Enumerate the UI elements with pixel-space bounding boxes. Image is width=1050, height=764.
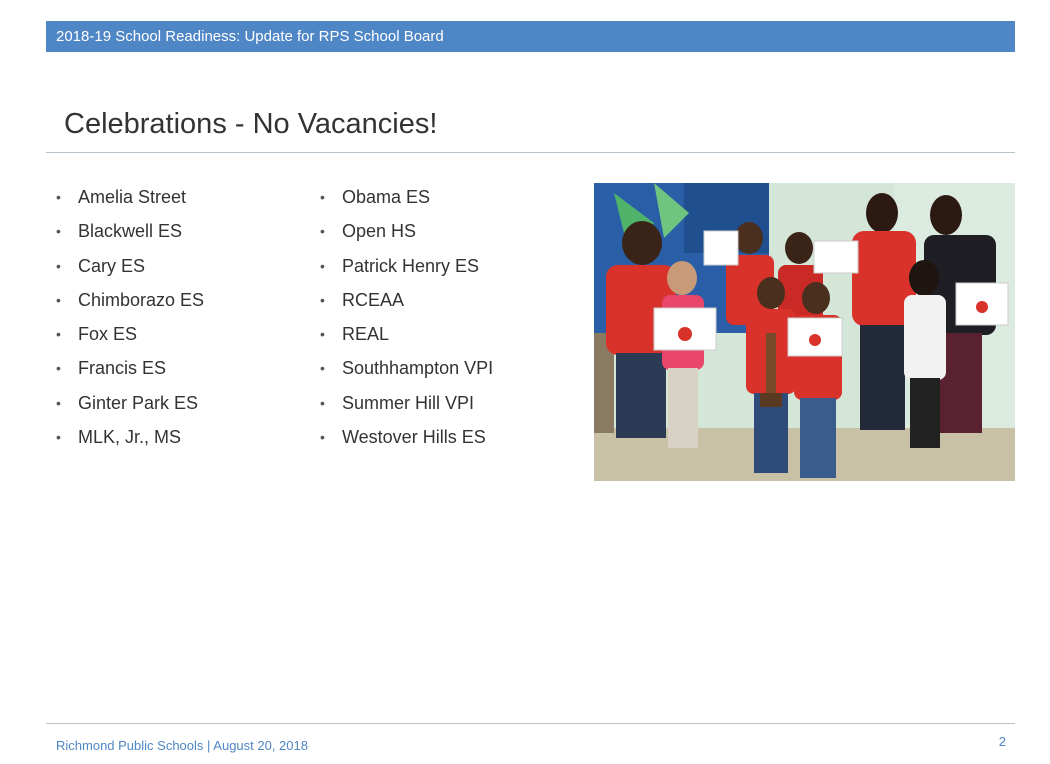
- bullet-icon: •: [56, 394, 61, 411]
- bullet-icon: •: [320, 360, 325, 377]
- title-divider: [46, 152, 1015, 153]
- list-item-label: Obama ES: [342, 187, 431, 207]
- list-item-label: Fox ES: [78, 324, 138, 345]
- list-item-label: RCEAA: [342, 289, 405, 310]
- list-item: [320, 180, 580, 214]
- list-item: [56, 317, 306, 351]
- list-item: [56, 420, 306, 454]
- bullet-icon: •: [320, 189, 325, 205]
- list-item: [320, 317, 580, 351]
- bullet-icon: •: [320, 326, 325, 343]
- list-item-label: Southhampton VPI: [342, 358, 494, 379]
- list-item: [56, 283, 306, 317]
- list-item-label: Open HS: [342, 221, 417, 242]
- list-item-label: Cary ES: [78, 255, 146, 276]
- bullet-icon: •: [56, 360, 61, 377]
- list-item: [320, 420, 580, 454]
- footer-divider: [46, 723, 1015, 724]
- bullet-icon: •: [320, 257, 325, 274]
- school-list-right: [320, 180, 580, 454]
- list-item-label: REAL: [342, 324, 390, 345]
- group-photo: [594, 183, 1015, 481]
- slide-title: Celebrations - No Vacancies!: [64, 108, 438, 140]
- bullet-icon: •: [56, 189, 61, 205]
- bullet-icon: •: [320, 223, 325, 240]
- header-bar: 2018-19 School Readiness: Update for RPS School Board: [46, 21, 1015, 52]
- bullet-icon: •: [320, 394, 325, 411]
- list-item: [320, 214, 580, 248]
- list-item: [320, 386, 580, 420]
- list-item: [56, 386, 306, 420]
- list-item-label: Patrick Henry ES: [342, 255, 480, 276]
- list-item-label: Ginter Park ES: [78, 392, 199, 413]
- list-item-label: Francis ES: [78, 358, 167, 379]
- list-item: [56, 214, 306, 248]
- list-item-label: Amelia Street: [78, 187, 187, 207]
- bullet-icon: •: [320, 429, 325, 446]
- list-item-label: Westover Hills ES: [342, 427, 486, 448]
- list-item: [320, 283, 580, 317]
- bullet-icon: •: [56, 326, 61, 343]
- list-item-label: MLK, Jr., MS: [78, 427, 182, 448]
- list-item-label: Chimborazo ES: [78, 289, 205, 310]
- school-list-left: [56, 180, 306, 454]
- list-item: [56, 249, 306, 283]
- footer-organization-date: Richmond Public Schools | August 20, 2018: [56, 738, 308, 753]
- bullet-icon: •: [56, 257, 61, 274]
- page-number: 2: [998, 734, 1006, 749]
- list-item-label: Summer Hill VPI: [342, 392, 475, 413]
- bullet-icon: •: [320, 291, 325, 308]
- list-item: [320, 249, 580, 283]
- bullet-icon: •: [56, 223, 61, 240]
- bullet-icon: •: [56, 291, 61, 308]
- list-item: [320, 351, 580, 385]
- list-item: [56, 180, 306, 214]
- list-item-label: Blackwell ES: [78, 221, 183, 242]
- bullet-icon: •: [56, 429, 61, 446]
- list-item: [56, 351, 306, 385]
